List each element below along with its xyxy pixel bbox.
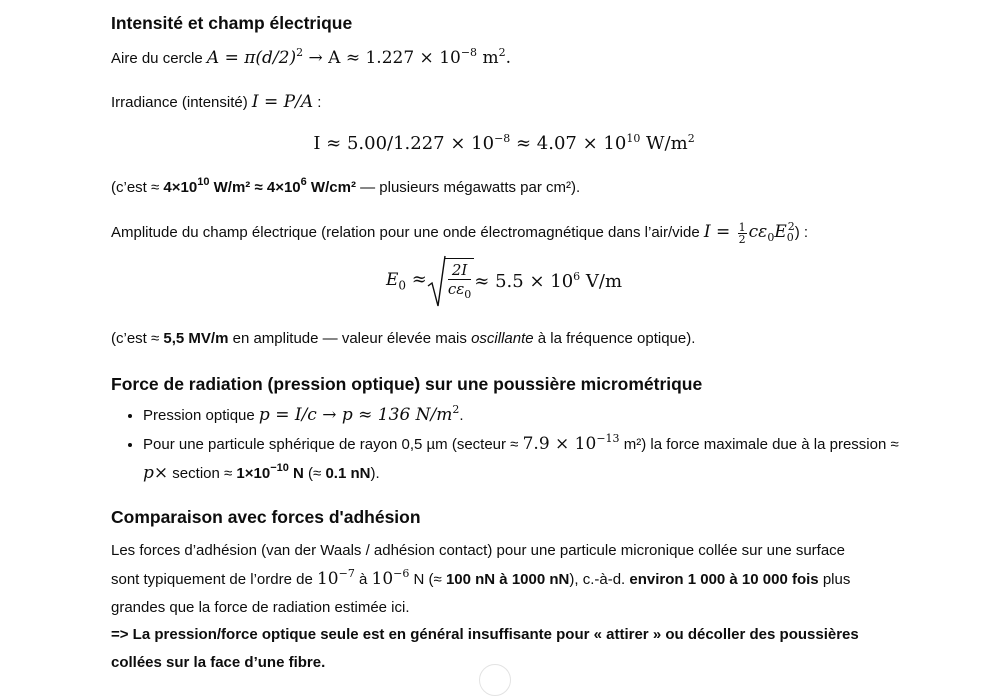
intensity-note: (c’est ≈ $4\times 10^{10}$ $W/m^2 \approx 4\times 10^6$ W/cm² — plusieurs mégawatts par cm²). — [111, 176, 581, 196]
scroll-down-button[interactable] — [479, 664, 511, 696]
amplitude-line: Amplitude du champ électrique (relation pour une onde électromagnétique dans l’air/vide I = $\frac{1}{2}$ $c\varepsilon_0E_0^2$) : — [111, 220, 809, 246]
radiation-force-list — [111, 401, 903, 488]
list-item-pressure: • Pression optique p = I/c → p ≈ 136 $N/m^2$. — [143, 401, 903, 430]
half-fraction: $\frac{1}{2}$ — [738, 220, 746, 246]
section-heading-intensity: Intensité et champ électrique — [111, 13, 353, 33]
area-line: Aire du cercle $A = \pi(d/2)^2 \to A \approx 1.227 \times 10^{-8}$ $m^2$. — [111, 46, 511, 68]
irradiance-line: Irradiance (intensité) I = P/A : — [111, 92, 322, 112]
conclusion-paragraph: => La pression/force optique seule est en général insuffisante pour « attirer » ou décoller des poussières collées sur la face d’une fibre. — [111, 626, 859, 671]
display-equation-intensity: $I \approx 5.00/1.227 \times 10^{-8} \approx 4.07 \times 10^{10}$ $W/m^2$ — [313, 132, 695, 154]
section-heading-adhesion: Comparaison avec forces d'adhésion — [111, 507, 421, 527]
adhesion-paragraph: Les forces d’adhésion (van der Waals / adhésion contact) pour une particule micronique collée sur une surface sont typiquement de l’ordre de $10^{-7}$ à $10^{-6}$ N (≈ 100 nN à 1000 nN), c.-à-d. environ 1 000 à 10 000 fois plus grandes que la force de radiation estimée ici. — [111, 542, 851, 616]
field-note: (c’est ≈ 5,5 MV/m en amplitude — valeur élevée mais oscillante à la fréquence optique). — [111, 330, 696, 347]
square-root — [427, 258, 474, 304]
section-heading-radiation-force: Force de radiation (pression optique) sur une poussière micrométrique — [111, 374, 703, 394]
display-equation-field: $E_0$ ≈ $\frac{2I}{c\varepsilon_0}$ ≈ $5.5 \times 10^6$ V/m — [111, 258, 897, 314]
root-fraction: $\frac{2I}{c\varepsilon_0}$ — [447, 261, 472, 301]
list-item-force: • Pour une particule sphérique de rayon 0,5 µm (secteur ≈ $7.9 \times 10^{-13}$ m²) la force maximale due à la pression ≈ p× section ≈ $1\times 10^{-10}$ N (≈ 0.1 nN). — [143, 430, 903, 488]
